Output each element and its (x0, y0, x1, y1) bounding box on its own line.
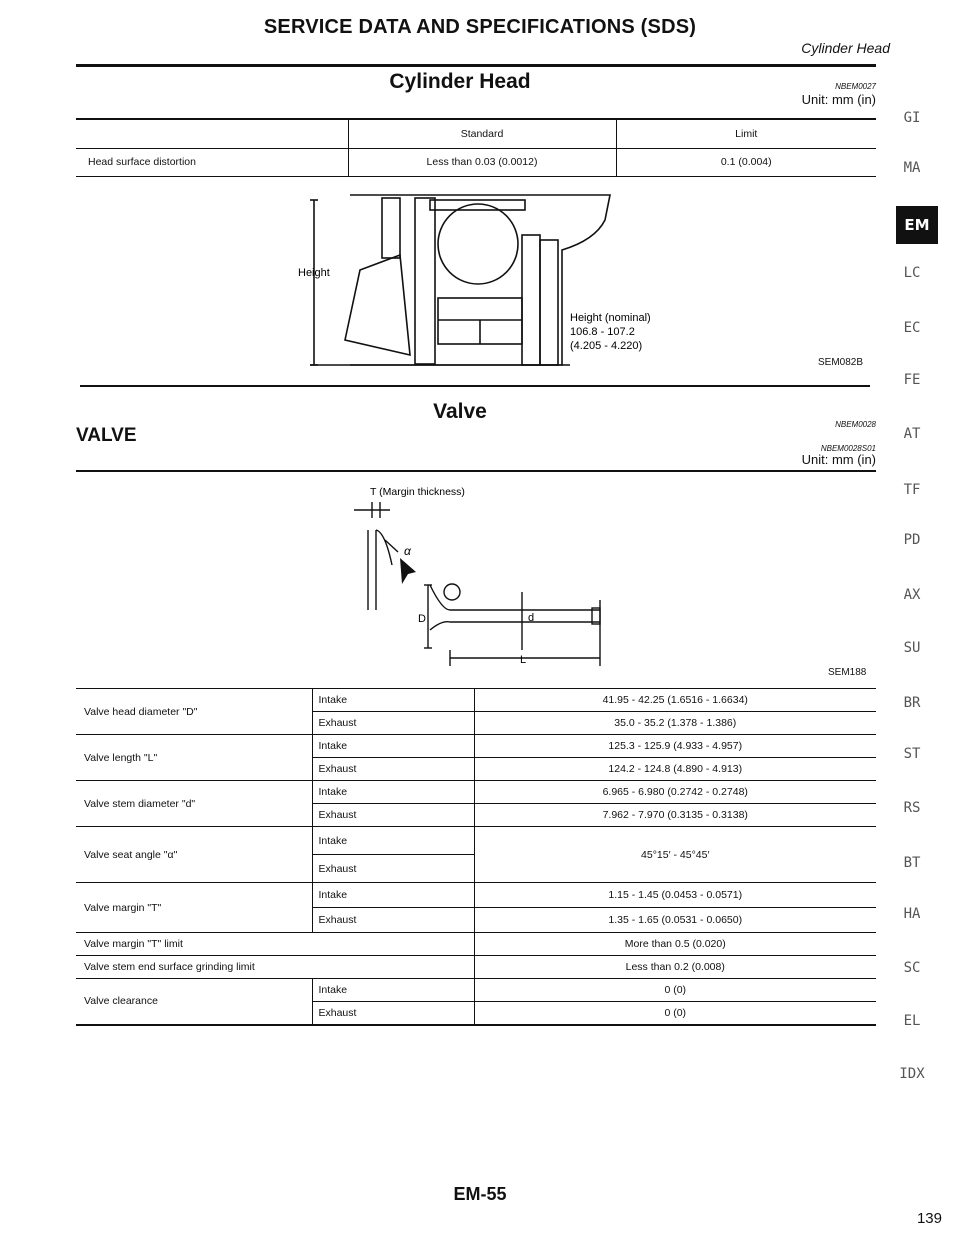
exhaust-label: Exhaust (312, 908, 474, 933)
margin-label: T (Margin thickness) (370, 486, 465, 498)
sidebar-item-idx[interactable]: IDX (899, 1066, 925, 1082)
intake-label: Intake (312, 735, 474, 758)
header-rule (76, 64, 876, 67)
valve-clearance-label: Valve clearance (76, 979, 312, 1025)
exhaust-label: Exhaust (312, 804, 474, 827)
fig-code-sem082b: SEM082B (818, 357, 864, 368)
row-limit: 0.1 (0.004) (720, 156, 772, 168)
height-label: Height (298, 267, 330, 279)
sidebar-item-tf[interactable]: TF (903, 482, 921, 498)
valve-margin-label: Valve margin "T" (76, 883, 312, 933)
sidebar-item-gi[interactable]: GI (903, 110, 921, 126)
small-d-label: d (528, 612, 535, 624)
valve-stem-diameter-label: Valve stem diameter "d" (76, 781, 312, 827)
sidebar-item-ma[interactable]: MA (903, 160, 921, 176)
nominal-label: Height (nominal) (570, 312, 651, 324)
row-standard: Less than 0.03 (0.0012) (348, 148, 616, 176)
valve-margin-limit-value: More than 0.5 (0.020) (624, 938, 726, 950)
page-number: EM-55 (453, 1184, 507, 1204)
valve-subcode: NBEM0028S01 (820, 444, 876, 453)
exhaust-label: Exhaust (312, 758, 474, 781)
cylinder-head-title: Cylinder Head (389, 70, 531, 93)
valve-seat-angle-value: 45°15′ - 45°45′ (641, 848, 710, 861)
col-standard: Standard (348, 119, 616, 148)
exhaust-label: Exhaust (312, 855, 474, 883)
sidebar-item-sc[interactable]: SC (903, 960, 921, 976)
grinding-limit-label: Valve stem end surface grinding limit (76, 956, 474, 979)
cylinder-head-table (76, 118, 876, 177)
valve-stem-diameter-intake: 6.965 - 6.980 (0.2742 - 0.2748) (474, 781, 876, 804)
valve-margin-intake: 1.15 - 1.45 (0.0453 - 0.0571) (474, 883, 876, 908)
sidebar-item-br[interactable]: BR (903, 695, 921, 711)
sidebar-item-lc[interactable]: LC (903, 265, 921, 281)
valve-length-label: Valve length "L" (76, 735, 312, 781)
page-header-title: SERVICE DATA AND SPECIFICATIONS (SDS) (263, 16, 697, 38)
valve-code: NBEM0028 (835, 420, 876, 429)
sidebar-item-ec[interactable]: EC (903, 320, 921, 336)
cylinder-head-code: NBEM0027 (835, 82, 876, 91)
cylinder-head-diagram (290, 180, 710, 380)
row-label: Head surface distortion (76, 148, 348, 176)
sidebar-item-ha[interactable]: HA (903, 906, 921, 922)
fig-code-sem188: SEM188 (828, 667, 867, 678)
grinding-limit-value: Less than 0.2 (0.008) (625, 961, 725, 973)
arrow-icon (400, 558, 416, 584)
exhaust-label: Exhaust (312, 1002, 474, 1025)
intake-label: Intake (312, 883, 474, 908)
valve-head-diameter-label: Valve head diameter "D" (76, 689, 312, 735)
valve-title: Valve (433, 400, 487, 423)
sidebar-item-fe[interactable]: FE (903, 372, 921, 388)
cylinder-head-unit: Unit: mm (in) (801, 92, 876, 107)
big-d-label: D (418, 613, 426, 625)
intake-label: Intake (312, 827, 474, 855)
valve-spec-table (76, 688, 876, 1026)
l-label: L (520, 654, 527, 666)
sidebar-item-at[interactable]: AT (903, 426, 921, 442)
section-sidebar (892, 100, 932, 1100)
col-limit: Limit (735, 127, 758, 140)
sidebar-item-su[interactable]: SU (903, 640, 921, 656)
valve-margin-limit-label: Valve margin "T" limit (76, 933, 474, 956)
exhaust-label: Exhaust (312, 712, 474, 735)
valve-unit: Unit: mm (in) (801, 452, 876, 467)
intake-label: Intake (312, 689, 474, 712)
nominal-in: (4.205 - 4.220) (570, 340, 643, 352)
section-rule (80, 385, 870, 387)
sidebar-item-pd[interactable]: PD (903, 532, 921, 548)
valve-margin-exhaust: 1.35 - 1.65 (0.0531 - 0.0650) (608, 914, 743, 926)
corner-page-number: 139 (916, 1210, 942, 1227)
valve-diagram (330, 480, 630, 675)
valve-length-intake: 125.3 - 125.9 (4.933 - 4.957) (474, 735, 876, 758)
valve-seat-angle-label: Valve seat angle "α" (76, 827, 312, 883)
sidebar-item-st[interactable]: ST (903, 746, 921, 762)
alpha-label: α (404, 544, 411, 558)
page-header-section: Cylinder Head (801, 40, 890, 56)
sidebar-item-el[interactable]: EL (903, 1013, 921, 1029)
valve-clearance-intake: 0 (0) (474, 979, 876, 1002)
valve-length-exhaust: 124.2 - 124.8 (4.890 - 4.913) (608, 763, 743, 775)
valve-head-diameter-exhaust: 35.0 - 35.2 (1.378 - 1.386) (614, 717, 737, 729)
valve-clearance-exhaust: 0 (0) (664, 1006, 687, 1019)
valve-stem-diameter-exhaust: 7.962 - 7.970 (0.3135 - 0.3138) (602, 809, 748, 821)
valve-subtitle: VALVE (76, 425, 137, 446)
sidebar-item-rs[interactable]: RS (903, 800, 921, 816)
valve-head-diameter-intake: 41.95 - 42.25 (1.6516 - 1.6634) (474, 689, 876, 712)
sidebar-item-em[interactable]: EM (896, 206, 938, 244)
sidebar-item-bt[interactable]: BT (903, 855, 921, 871)
sidebar-item-ax[interactable]: AX (903, 587, 921, 603)
intake-label: Intake (312, 979, 474, 1002)
nominal-mm: 106.8 - 107.2 (570, 326, 635, 338)
intake-label: Intake (312, 781, 474, 804)
valve-rule (76, 470, 876, 472)
